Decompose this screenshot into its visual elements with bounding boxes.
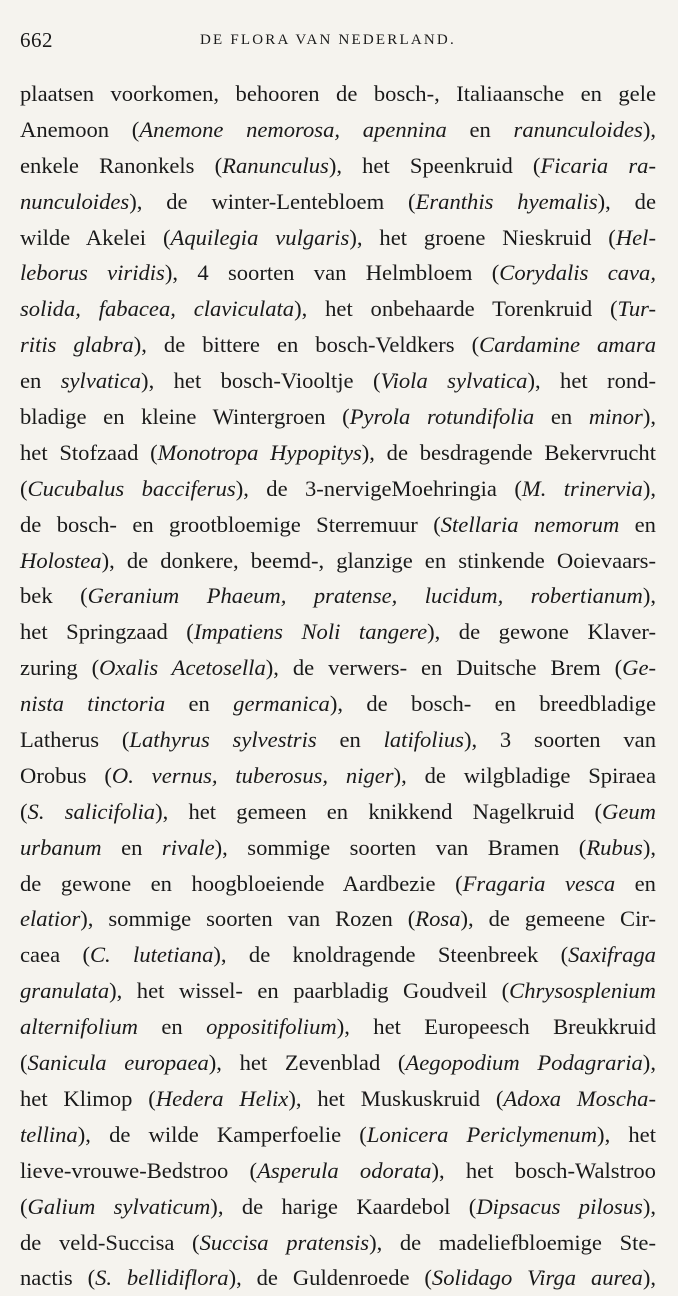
text-run: ), bbox=[642, 475, 657, 501]
taxon-name: solida, fabacea, claviculata bbox=[20, 296, 295, 322]
taxon-name: ranunculoides bbox=[513, 116, 643, 142]
text-run: ), de 3-nervigeMoehringia ( bbox=[235, 475, 522, 501]
text-line-content bbox=[20, 1014, 656, 1039]
text-line bbox=[20, 435, 656, 471]
taxon-name: Saxifraga bbox=[568, 942, 656, 968]
text-run: en bbox=[101, 834, 162, 860]
text-run: ), het bbox=[597, 1121, 656, 1147]
taxon-name: M. trinervia bbox=[521, 475, 643, 501]
text-run: ), het Muskuskruid ( bbox=[288, 1085, 504, 1111]
text-line bbox=[20, 866, 656, 902]
taxon-name: Cucubalus bacciferus bbox=[27, 475, 236, 501]
text-line bbox=[20, 363, 656, 399]
text-line bbox=[20, 543, 656, 579]
text-line bbox=[20, 1260, 656, 1296]
text-line-content bbox=[20, 727, 656, 752]
text-line bbox=[20, 794, 656, 830]
taxon-name: S. salicifolia bbox=[27, 798, 156, 824]
text-line bbox=[20, 973, 656, 1009]
text-line bbox=[20, 578, 656, 614]
text-line bbox=[20, 76, 656, 112]
text-run: ), de bosch- en breedbladige bbox=[329, 691, 656, 717]
text-run: ), de madeliefbloemige Ste- bbox=[369, 1229, 656, 1255]
text-line bbox=[20, 507, 656, 543]
text-line-content bbox=[20, 1050, 656, 1075]
text-run: ), het Speenkruid ( bbox=[328, 152, 541, 178]
taxon-name: Lathyrus sylvestris bbox=[129, 727, 317, 753]
taxon-name: Tur- bbox=[617, 296, 656, 322]
text-line-content bbox=[20, 583, 656, 608]
text-run: plaatsen voorkomen, behooren de bosch-, Italiaansche en gele bbox=[20, 81, 656, 106]
taxon-name: minor bbox=[588, 404, 643, 430]
text-line-content bbox=[20, 153, 656, 178]
taxon-name: Impatiens Noli tangere bbox=[193, 619, 428, 645]
text-line-content bbox=[20, 906, 656, 931]
page-header bbox=[20, 28, 658, 58]
text-line-content bbox=[20, 225, 656, 250]
text-run: ), de gewone Klaver- bbox=[427, 619, 657, 645]
taxon-name: Geum bbox=[602, 798, 656, 824]
text-line-content bbox=[20, 835, 656, 860]
text-run: ( bbox=[20, 798, 28, 824]
text-line bbox=[20, 758, 656, 794]
taxon-name: C. lutetiana bbox=[89, 942, 214, 968]
text-run: ), het groene Nieskruid ( bbox=[349, 224, 616, 250]
taxon-name: Dipsacus pilosus bbox=[476, 1193, 643, 1219]
text-run: ), 4 soorten van Helmbloem ( bbox=[164, 260, 500, 286]
text-line bbox=[20, 830, 656, 866]
text-line-content bbox=[20, 799, 656, 824]
text-run: ), bbox=[642, 1265, 657, 1291]
text-line-content bbox=[20, 655, 656, 680]
text-line bbox=[20, 327, 656, 363]
taxon-name: Viola sylvatica bbox=[380, 368, 528, 394]
taxon-name: ritis glabra bbox=[20, 332, 134, 358]
text-line bbox=[20, 112, 656, 148]
text-run: Anemoon ( bbox=[20, 116, 140, 142]
taxon-name: nunculoides bbox=[20, 188, 130, 214]
taxon-name: Rosa bbox=[415, 906, 461, 932]
taxon-name: oppositifolium bbox=[206, 1014, 337, 1040]
text-run: ), de verwers- en Duitsche Brem ( bbox=[265, 655, 623, 681]
text-run: enkele Ranonkels ( bbox=[20, 152, 223, 178]
text-run: Latherus ( bbox=[20, 727, 130, 753]
text-line-content bbox=[20, 1230, 656, 1255]
text-line bbox=[20, 148, 656, 184]
taxon-name: Hedera Helix bbox=[155, 1085, 289, 1111]
text-line bbox=[20, 901, 656, 937]
text-run: ( bbox=[20, 1193, 28, 1219]
taxon-name: Ficaria ra- bbox=[540, 152, 656, 178]
text-run: ), de besdragende Bekervrucht bbox=[361, 439, 657, 465]
text-run: en bbox=[20, 368, 61, 394]
text-run: ), 3 soorten van bbox=[463, 727, 656, 753]
taxon-name: elatior bbox=[20, 906, 81, 932]
text-line bbox=[20, 471, 656, 507]
text-line-content bbox=[20, 117, 656, 142]
text-run: ), het rond- bbox=[527, 368, 656, 394]
taxon-name: Eranthis hyemalis bbox=[415, 188, 598, 214]
text-run: en bbox=[534, 404, 589, 430]
text-line-content bbox=[20, 404, 656, 429]
taxon-name: Oxalis Acetosella bbox=[99, 655, 266, 681]
body-text bbox=[20, 76, 656, 1296]
text-run: ), het onbehaarde Torenkruid ( bbox=[294, 296, 618, 322]
text-line bbox=[20, 1117, 656, 1153]
text-run: ), de harige Kaardebol ( bbox=[210, 1193, 477, 1219]
text-line-content bbox=[20, 691, 656, 716]
text-run: ), het Zevenblad ( bbox=[208, 1050, 406, 1076]
taxon-name: Geranium Phaeum, pratense, lucidum, robertianum bbox=[87, 583, 643, 609]
taxon-name: Rubus bbox=[586, 834, 643, 860]
text-line bbox=[20, 686, 656, 722]
text-line-content bbox=[20, 942, 656, 967]
text-run: ), bbox=[642, 404, 656, 430]
text-run: ( bbox=[20, 1050, 28, 1076]
text-run: en bbox=[138, 1014, 207, 1040]
text-line-content bbox=[20, 476, 656, 501]
text-line bbox=[20, 399, 656, 435]
taxon-name: Holostea bbox=[20, 547, 102, 573]
taxon-name: Stellaria nemorum bbox=[440, 511, 620, 537]
text-line-content bbox=[20, 260, 656, 285]
text-run: ), de wilde Kamperfoelie ( bbox=[77, 1121, 367, 1147]
text-run: bladige en kleine Wintergroen ( bbox=[20, 404, 350, 430]
text-line-content bbox=[20, 81, 656, 106]
taxon-name: leborus viridis bbox=[20, 260, 165, 286]
text-run: ), bbox=[642, 1193, 656, 1219]
text-run: ), de gemeene Cir- bbox=[460, 906, 656, 932]
text-run: lieve-vrouwe-Bedstroo ( bbox=[20, 1157, 258, 1183]
text-line-content bbox=[20, 512, 656, 537]
taxon-name: Monotropa Hypopitys bbox=[157, 439, 362, 465]
text-line bbox=[20, 1081, 656, 1117]
running-head: DE FLORA VAN NEDERLAND. bbox=[200, 32, 456, 48]
taxon-name: nista tinctoria bbox=[20, 691, 166, 717]
text-run: en bbox=[446, 116, 514, 142]
text-run: het Stofzaad ( bbox=[20, 439, 158, 465]
taxon-name: Cardamine amara bbox=[479, 332, 657, 358]
text-run: en bbox=[615, 870, 656, 896]
text-run: ), de knoldragende Steenbreek ( bbox=[213, 942, 569, 968]
text-line-content bbox=[20, 1086, 656, 1111]
taxon-name: S. bellidiflora bbox=[95, 1265, 229, 1291]
text-line bbox=[20, 184, 656, 220]
text-run: ), bbox=[642, 834, 656, 860]
text-line bbox=[20, 614, 656, 650]
text-line bbox=[20, 650, 656, 686]
taxon-name: granulata bbox=[20, 978, 110, 1004]
text-line-content bbox=[20, 189, 656, 214]
text-line-content bbox=[20, 978, 656, 1003]
taxon-name: Corydalis cava, bbox=[499, 260, 656, 286]
text-run: ), de winter-Lentebloem ( bbox=[129, 188, 416, 214]
text-run: ), de wilgbladige Spiraea bbox=[393, 762, 656, 788]
text-line-content bbox=[20, 871, 656, 896]
taxon-name: Solidago Virga aurea bbox=[431, 1265, 643, 1291]
text-line-content bbox=[20, 296, 656, 321]
text-run: nactis ( bbox=[20, 1265, 96, 1291]
text-run: bek ( bbox=[20, 583, 88, 609]
text-run: en bbox=[165, 691, 234, 717]
text-run: ( bbox=[20, 475, 28, 501]
text-run: en bbox=[316, 727, 384, 753]
taxon-name: Galium sylvaticum bbox=[27, 1193, 211, 1219]
text-line-content bbox=[20, 1158, 656, 1183]
text-run: ), de bbox=[597, 188, 656, 214]
text-line-content bbox=[20, 763, 656, 788]
taxon-name: Succisa pratensis bbox=[199, 1229, 370, 1255]
text-run: de bosch- en grootbloemige Sterremuur ( bbox=[20, 511, 441, 537]
text-run: ), de donkere, beemd-, glanzige en stinkende Ooievaars- bbox=[101, 547, 656, 573]
text-run: ), het wissel- en paarbladig Goudveil ( bbox=[109, 978, 510, 1004]
text-run: en bbox=[619, 511, 656, 537]
taxon-name: Ranunculus bbox=[222, 152, 329, 178]
taxon-name: rivale bbox=[161, 834, 215, 860]
text-line bbox=[20, 722, 656, 758]
text-run: ), de bittere en bosch-Veldkers ( bbox=[133, 332, 480, 358]
text-line-content bbox=[20, 548, 656, 573]
text-run: wilde Akelei ( bbox=[20, 224, 171, 250]
text-run: ), sommige soorten van Bramen ( bbox=[214, 834, 587, 860]
taxon-name: Sanicula europaea bbox=[27, 1050, 209, 1076]
text-line-content bbox=[20, 440, 656, 465]
taxon-name: Pyrola rotundifolia bbox=[349, 404, 535, 430]
text-run: ), het bosch-Walstroo bbox=[431, 1157, 656, 1183]
text-run: zuring ( bbox=[20, 655, 100, 681]
taxon-name: alternifolium bbox=[20, 1014, 138, 1040]
text-line bbox=[20, 1045, 656, 1081]
taxon-name: Ge- bbox=[622, 655, 656, 681]
text-run: ), het gemeen en knikkend Nagelkruid ( bbox=[155, 798, 603, 824]
text-line bbox=[20, 1153, 656, 1189]
text-line bbox=[20, 937, 656, 973]
text-line bbox=[20, 1225, 656, 1261]
page-number: 662 bbox=[20, 28, 53, 52]
taxon-name: O. vernus, tuberosus, niger bbox=[111, 762, 394, 788]
text-line bbox=[20, 291, 656, 327]
text-line-content bbox=[20, 619, 656, 644]
taxon-name: Hel- bbox=[615, 224, 656, 250]
taxon-name: latifolius bbox=[383, 727, 464, 753]
taxon-name: Lonicera Periclymenum bbox=[366, 1121, 598, 1147]
taxon-name: Fragaria vesca bbox=[462, 870, 616, 896]
text-run: ), bbox=[642, 1050, 656, 1076]
text-line-content bbox=[20, 368, 656, 393]
taxon-name: Aegopodium Podagraria bbox=[405, 1050, 643, 1076]
text-line-content bbox=[20, 1194, 656, 1219]
text-line-content bbox=[20, 332, 656, 357]
text-run: het Klimop ( bbox=[20, 1085, 156, 1111]
text-line bbox=[20, 220, 656, 256]
text-run: ), bbox=[642, 116, 656, 142]
text-run: Orobus ( bbox=[20, 762, 112, 788]
text-line-content bbox=[20, 1122, 656, 1147]
taxon-name: Adoxa Moscha- bbox=[503, 1085, 656, 1111]
taxon-name: Anemone nemorosa, apennina bbox=[139, 116, 447, 142]
taxon-name: tellina bbox=[20, 1121, 78, 1147]
taxon-name: Chrysosplenium bbox=[509, 978, 656, 1004]
text-run: caea ( bbox=[20, 942, 90, 968]
text-line bbox=[20, 255, 656, 291]
text-line-content bbox=[20, 1265, 656, 1290]
taxon-name: Aquilegia vulgaris bbox=[170, 224, 350, 250]
text-run: ), het Europeesch Breukkruid bbox=[336, 1014, 656, 1040]
text-run: ), sommige soorten van Rozen ( bbox=[80, 906, 416, 932]
text-line bbox=[20, 1009, 656, 1045]
taxon-name: germanica bbox=[233, 691, 330, 717]
text-run: de gewone en hoogbloeiende Aardbezie ( bbox=[20, 870, 463, 896]
text-run: het Springzaad ( bbox=[20, 619, 194, 645]
text-line bbox=[20, 1189, 656, 1225]
text-run: de veld-Succisa ( bbox=[20, 1229, 200, 1255]
text-run: ), de Guldenroede ( bbox=[228, 1265, 432, 1291]
taxon-name: sylvatica bbox=[60, 368, 142, 394]
taxon-name: Asperula odorata bbox=[257, 1157, 432, 1183]
text-run: ), het bosch-Viooltje ( bbox=[141, 368, 381, 394]
text-run: ), bbox=[642, 583, 657, 609]
taxon-name: urbanum bbox=[20, 834, 102, 860]
